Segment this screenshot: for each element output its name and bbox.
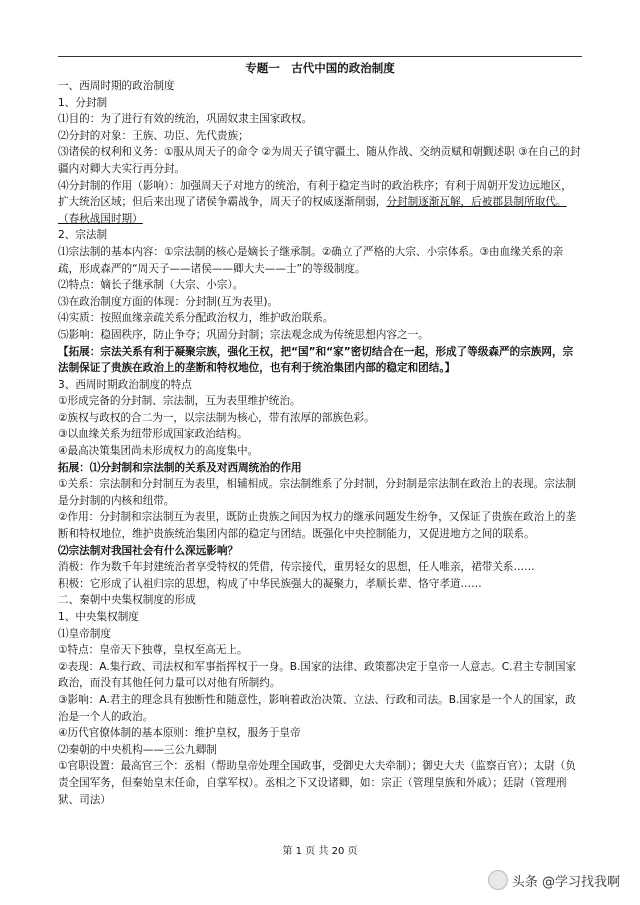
text-line: ②表现：A.集行政、司法权和军事指挥权于一身。B.国家的法律、政策都决定于皇帝一人意志。C.君主专制国家政治，而没有其他任何力量可以对他有所制约。: [58, 660, 577, 690]
text-line: ⑶在政治制度方面的体现：分封制(互为表里)。: [58, 295, 279, 308]
subsection-heading: 1、中央集权制度: [58, 611, 139, 623]
text-line: ②族权与政权的合二为一，以宗法制为核心，带有浓厚的部族色彩。: [58, 411, 375, 424]
text-line: ①官职设置：最高官三个：丞相（帮助皇帝处理全国政事，受御史大夫牵制）；御史大夫（监察百官）；太尉（负责全国军务，但秦始皇末任命，自掌军权）。丞相之下又设诸卿，如：宗正（管理皇族和外戚）；廷尉（管理刑狱、司法）: [58, 760, 576, 806]
text-line: ⑴目的：为了进行有效的统治，巩固奴隶主国家政权。: [58, 113, 313, 126]
header-rule: [58, 56, 582, 57]
watermark: [488, 870, 620, 890]
section-heading: 一、西周时期的政治制度: [58, 80, 175, 92]
underlined-text: 分封制逐渐瓦解，后被郡县制所取代。（春秋战国时期）: [58, 196, 567, 225]
page-footer: 第 1 页 共 20 页: [282, 846, 358, 857]
text-line: 消极：作为数千年封建统治者享受特权的凭借，传宗接代，重男轻女的思想，任人唯亲，裙带关系……: [58, 561, 535, 574]
text-line: ①关系：宗法制和分封制互为表里，相辅相成。宗法制维系了分封制，分封制是宗法制在政治上的表现。宗法制是分封制的内核和纽带。: [58, 478, 576, 507]
subsection-heading: ⑵秦朝的中央机构——三公九卿制: [58, 743, 217, 756]
subsection-heading: ⑴皇帝制度: [58, 627, 111, 640]
text-line: ⑴宗法制的基本内容：①宗法制的核心是嫡长子继承制。②确立了严格的大宗、小宗体系。③由血缘关系的亲疏，形成森严的“周天子——诸侯——卿大夫——士”的等级制度。: [58, 245, 564, 275]
text-line: ⑷实质：按照血缘亲疏关系分配政治权力，维护政治联系。: [58, 312, 334, 325]
text-line: ③影响：A.君主的理念具有独断性和随意性，影响着政治决策、立法、行政和司法。B.国家是一个人的国家，政治是一个人的政治。: [58, 693, 576, 723]
extension-heading: 拓展：⑴分封制和宗法制的关系及对西周统治的作用: [58, 461, 302, 474]
text-line: ⑸影响：稳固秩序，防止争夺；巩固分封制；宗法观念成为传统思想内容之一。: [58, 328, 429, 341]
watermark-text: 头条 @学习找我啊: [511, 874, 620, 890]
text-line: ⑵特点：嫡长子继承制（大宗、小宗）。: [58, 279, 244, 292]
subsection-heading: 1、分封制: [58, 96, 108, 109]
text-span: ⑷分封制的作用（影响）：加强周天子对地方的统治，有利于稳定当时的政治秩序；有利于周朝开发边远地区，扩大统治区域；但后来出现了诸侯争霸战争，周天子的权威逐渐削弱，: [58, 179, 572, 209]
text-line: ⑶诸侯的权利和义务：①服从周天子的命令 ②为周天子镇守疆土、随从作战、交纳贡赋和朝觐述职 ③在自己的封疆内对卿大夫实行再分封。: [58, 146, 581, 175]
extension-note: 【拓展：宗法关系有利于凝聚宗族，强化王权，把“国”和“家”密切结合在一起，形成了等级森严的宗族网，宗法制保证了贵族在政治上的垄断和特权地位，也有利于统治集团内部的稳定和团结。】: [58, 345, 574, 375]
document-title: 专题一 古代中国的政治制度: [245, 61, 395, 75]
text-line: ③以血缘关系为纽带形成国家政治结构。: [58, 428, 248, 441]
text-line: ④最高决策集团尚未形成权力的高度集中。: [58, 445, 259, 458]
text-line: 积极：它形成了认祖归宗的思想，构成了中华民族强大的凝聚力，孝顺长辈、恪守孝道……: [58, 577, 482, 590]
avatar-icon: [488, 870, 508, 890]
section-heading: 二、秦朝中央集权制度的形成: [58, 594, 196, 607]
subsection-heading: 3、西周时期政治制度的特点: [58, 378, 192, 391]
question-heading: ⑵宗法制对我国社会有什么深远影响？: [58, 544, 239, 557]
text-line: [58, 178, 582, 228]
text-line: ④历代官僚体制的基本原则：维护皇权，服务于皇帝: [58, 727, 301, 740]
text-line: ②作用：分封制和宗法制互为表里，既防止贵族之间因为权力的继承问题发生纷争，又保证了贵族在政治上的垄断和特权地位，维护贵族统治集团内部的稳定与团结。既强化中央控制能力，又促进地方之间的联系。: [58, 511, 576, 541]
subsection-heading: 2、宗法制: [58, 229, 108, 242]
text-line: ⑵分封的对象：王族、功臣、先代贵族；: [58, 129, 249, 142]
text-line: ①形成完备的分封制、宗法制，互为表里维护统治。: [58, 395, 301, 408]
document-body: [58, 60, 582, 808]
text-line: ①特点：皇帝天下独尊，皇权至高无上。: [58, 644, 248, 657]
